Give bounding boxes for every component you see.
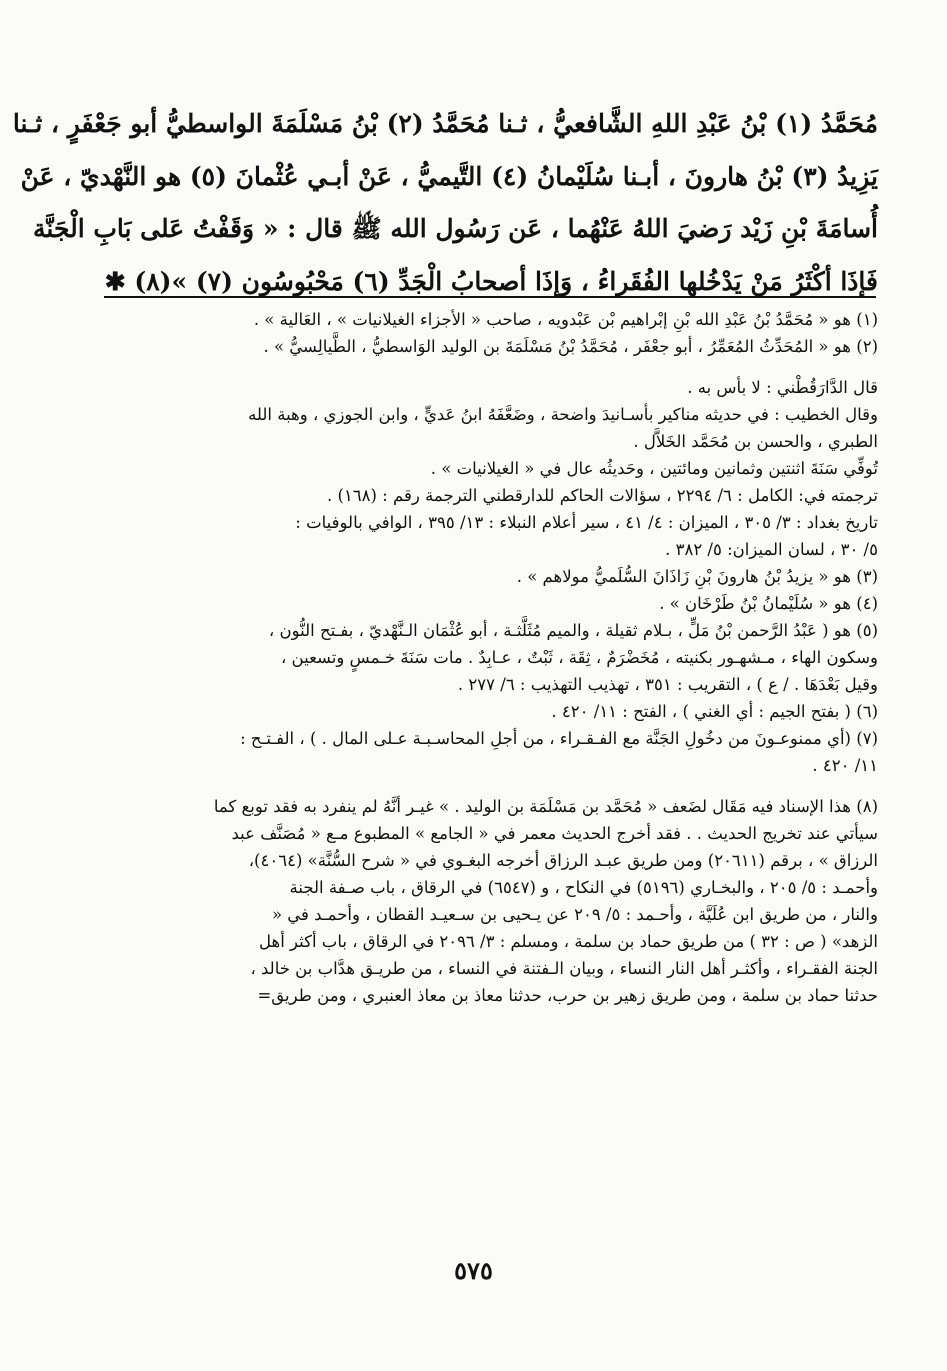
footnote-line: (٦) ( بفتح الجيم : أي الغني ) ، الفتح : ١١/ ٤٢٠ . [551,702,878,721]
footnote-7 [96,725,878,779]
footnote-line: قال الدَّارَقُطْني : لا بأس به . [687,378,878,397]
footnote-line: وقال الخطيب : في حديثه مناكير بأسـانيدَ واضحة ، وضَعَّفَهُ ابنُ عَديٍّ ، وابن الجوزي ، وهبة الله [248,405,878,424]
footnote-line: الطبري ، والحسن بن مُحَمَّد الخَلاَّل . [633,432,878,451]
footnote-line: (١) هو « مُحَمَّدُ بْنُ عَبْدِ الله بْنِ إبْراهيم بْن عَبْدويه ، صاحب « الأجزاء الغيلانيات » ، العَالية » . [253,310,878,329]
footnotes [96,306,878,1009]
footnote-line: ترجمته في: الكامل : ٦/ ٢٢٩٤ ، سؤالات الحاكم للدارقطني الترجمة رقم : (١٦٨) . [326,486,878,505]
footnote-1 [96,306,878,333]
footnote-5 [96,617,878,698]
page-number: ٥٧٥ [454,1256,493,1285]
footnote-line: (٨) هذا الإسناد فيه مَقَال لضَعف « مُحَمَّد بن مَسْلَمَة بن الوليد . » غيـر أنَّهُ لم ينفرد به فقد توبع كما [213,797,878,816]
footnote-separator [104,296,876,298]
footnote-line: (٤) هو « سُلَيْمانُ بْنُ طَرْخَان » . [659,594,878,613]
footnote-line: الرزاق » ، برقم (٢٠٦١١) ومن طريق عبـد الرزاق أخرجه البغـوي في « شرح السُّنَّة» (٤٠٦٤)، [248,851,878,870]
hadith-line: فَإذَا أكْثَرُ مَنْ يَدْخُلها الفُقَراءُ ، وَإذَا أصحابُ الْجَدِّ (٦) مَحْبُوسُون (٧) »(٨) ✱ [104,266,878,296]
footnote-line: (٢) هو « المُحَدِّثُ المُعَمِّرُ ، أبو جعْفَر ، مُحَمَّدُ بْنُ مَسْلَمَةَ بن الوليد الوَاسطيُّ ، الطَّيالِسيُّ » . [263,337,878,356]
footnote-line: ١١/ ٤٢٠ . [812,756,878,775]
footnote-2 [96,333,878,563]
footnote-8 [96,793,878,1009]
footnote-line: والنار ، من طريق ابن عُلَيَّة ، وأحـمد : ٥/ ٢٠٩ عن يـحيى بن سـعيـد القطان ، وأحمـد في « [271,905,878,924]
footnote-6 [96,698,878,725]
footnote-line: الجنة الفقـراء ، وأكثـر أهل النار النساء ، وبيان الـفتنة في النساء ، من طريـق هدَّاب بن خالد ، [250,959,878,978]
footnote-line: ٥/ ٣٠ ، لسان الميزان: ٥/ ٣٨٢ . [665,540,878,559]
hadith-line: يَزِيدُ (٣) بْنُ هارونَ ، أبـنا سُلَيْمانُ (٤) التَّيميُّ ، عَنْ أبـي عُثْمانَ (٥) هو النَّهْديّ ، عَنْ [20,161,878,191]
footnote-line: تُوفِّي سَنَةَ اثنتين وثمانين ومائتين ، وحَديثُه عال في « الغيلانيات » . [430,459,878,478]
footnote-line: (٥) هو ( عَبْدُ الرَّحمن بْنُ مَلٍّ ، بـلام ثقيلة ، والميم مُثَلَّثـة ، أبو عُثْمَان الـنَّهْديّ ، بفـتح النُّون ، [268,621,878,640]
footnote-line: (٣) هو « يزيدُ بْنُ هارونَ بْنِ زَاذَانَ السُّلَميُّ مولاهم » . [516,567,878,586]
footnote-line: حدثنا حماد بن سلمة ، ومن طريق زهير بن حرب، حدثنا معاذ بن معاذ العنبري ، ومن طريق= [257,986,878,1005]
footnote-line: سيأتي عند تخريج الحديث . . فقد أخرج الحديث معمر في « الجامع » المطبوع مـع « مُصَنَّف عبد [231,824,878,843]
footnote-line: وأحمـد : ٥/ ٢٠٥ ، والبخـاري (٥١٩٦) في النكاح ، و (٦٥٤٧) في الرقاق ، باب صـفة الجنة [289,878,878,897]
footnote-3 [96,563,878,590]
footnote-line: وسكون الهاء ، مـشهـور بكنيته ، مُخَضْرَمٌ ، ثِقَة ، ثَبْتٌ ، عـابِدٌ . مات سَنَةَ خـمسٍ وتسعين ، [280,648,878,667]
footnote-line: وقيل بَعْدَهَا . / ع ) ، التقريب : ٣٥١ ، تهذيب التهذيب : ٦/ ٢٧٧ . [457,675,878,694]
footnote-line: تاريخ بغداد : ٣/ ٣٠٥ ، الميزان : ٤/ ٤١ ، سير أعلام النبلاء : ١٣/ ٣٩٥ ، الوافي بالوفيات : [295,513,878,532]
footnote-4 [96,590,878,617]
footnote-line: (٧) (أي ممنوعـونَ من دخُولِ الجَنَّة مع الفـقـراء ، من أجلِ المحاسـبـة عـلى المال . ) ، الفـتـح : [240,729,878,748]
hadith-line: أُسامَةَ بْنِ زَيْد رَضيَ اللهُ عَنْهُما ، عَن رَسُول الله ﷺ قال : « وَقَفْتُ عَلى بَابِ الْجَنَّة [33,214,878,243]
hadith-text [12,98,878,308]
footnote-line: الزهد» ( ص : ٣٢ ) من طريق حماد بن سلمة ، ومسلم : ٣/ ٢٠٩٦ في الرقاق ، باب أكثر أهل [259,932,878,951]
hadith-line: مُحَمَّدُ (١) بْنُ عَبْدِ اللهِ الشَّافعيُّ ، ثـنا مُحَمَّدُ (٢) بْنُ مَسْلَمَةَ الواسطيُّ أبو جَعْفَرٍ ، ثـنا [12,109,878,138]
